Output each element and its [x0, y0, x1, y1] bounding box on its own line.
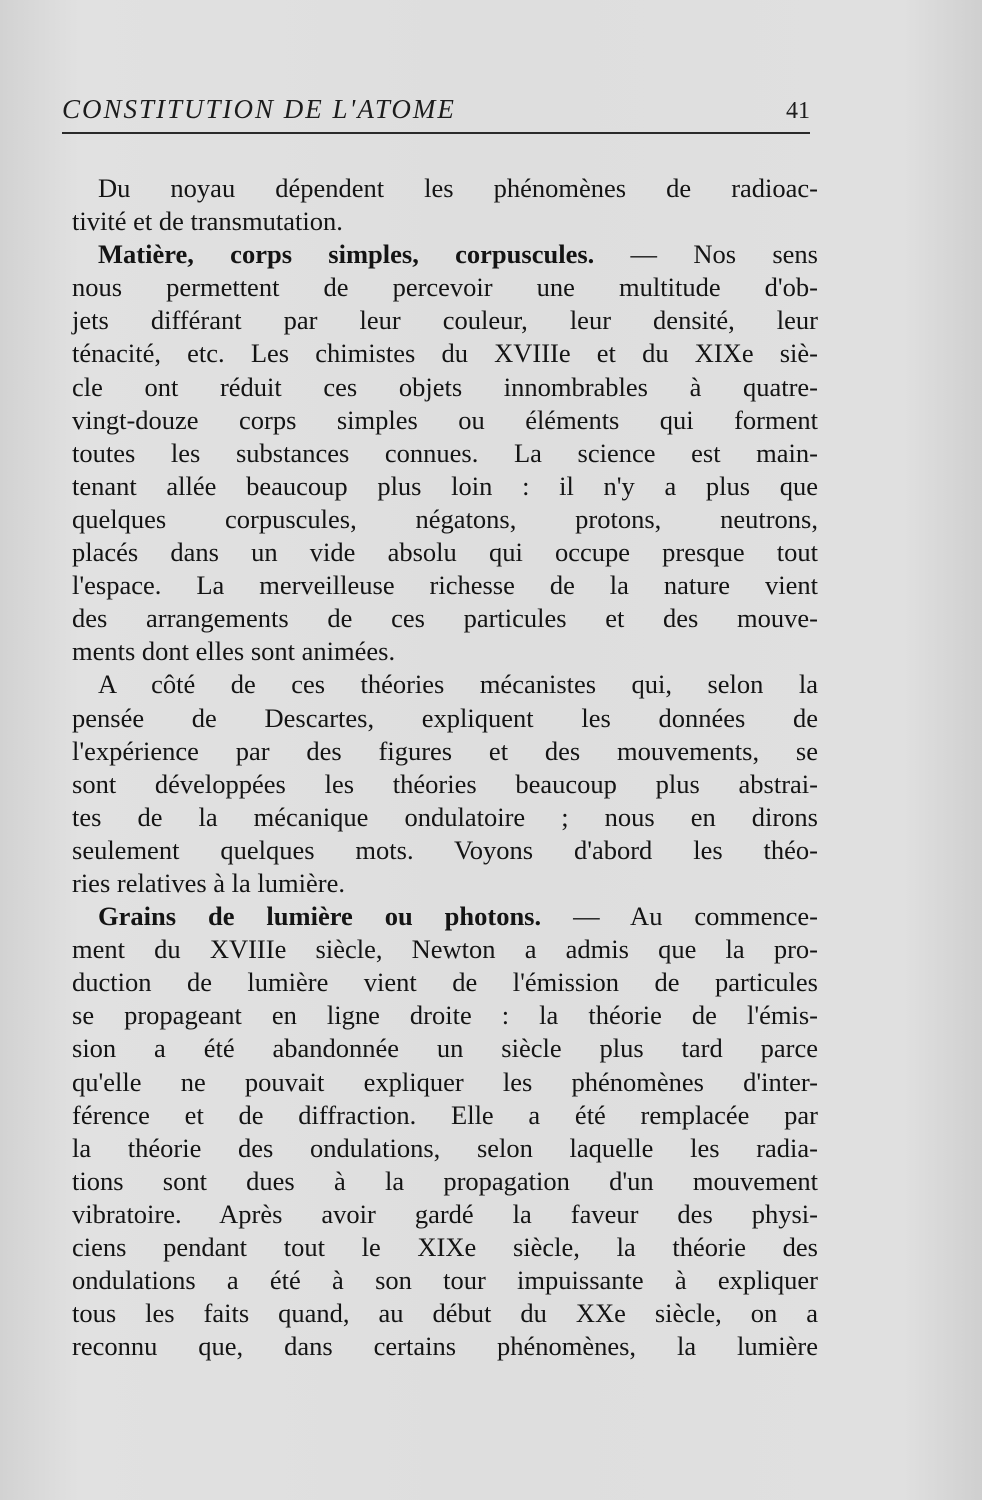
text-line: ments dont elles sont animées. [72, 636, 396, 667]
text-line: sont développées les théories beaucoup plus abstrai- [72, 768, 818, 799]
text-line: ries relatives à la lumière. [72, 867, 345, 898]
text-line: tenant allée beaucoup plus loin : il n'y a plus que [72, 470, 818, 501]
text-fragment: — Au commence- [541, 901, 818, 932]
text-line: ment du XVIIIe siècle, Newton a admis que la pro- [72, 934, 818, 965]
body-text [72, 172, 818, 1363]
text-line: ténacité, etc. Les chimistes du XVIIIe et du XIXe siè- [72, 338, 818, 369]
text-line: vibratoire. Après avoir gardé la faveur des physi- [72, 1198, 818, 1229]
text-fragment: — Nos sens [594, 239, 818, 270]
text-line: reconnu que, dans certains phénomènes, la lumière [72, 1331, 818, 1362]
text-line: tous les faits quand, au début du XXe siècle, on a [72, 1298, 818, 1329]
paragraph-mechanistic-theories [72, 668, 818, 900]
section-heading-matter: Matière, corps simples, corpuscules. [98, 239, 595, 270]
text-line: pensée de Descartes, expliquent les données de [72, 702, 818, 733]
page-number: 41 [786, 98, 810, 124]
paragraph-photons [72, 900, 818, 1363]
text-line: cle ont réduit ces objets innombrables à quatre- [72, 371, 818, 402]
text-line: tions sont dues à la propagation d'un mouvement [72, 1165, 818, 1196]
text-line: ondulations a été à son tour impuissante à expliquer [72, 1265, 818, 1296]
text-line: duction de lumière vient de l'émission de particules [72, 967, 818, 998]
paragraph-radioactivity [72, 172, 818, 238]
text-line [72, 238, 818, 271]
text-line [72, 900, 818, 933]
text-line: quelques corpuscules, négatons, protons, neutrons, [72, 503, 818, 534]
text-line: jets différant par leur couleur, leur densité, leur [72, 305, 818, 336]
text-line: seulement quelques mots. Voyons d'abord les théo- [72, 834, 818, 865]
text-line: tes de la mécanique ondulatoire ; nous en dirons [72, 801, 818, 832]
running-title: CONSTITUTION DE L'ATOME [62, 94, 456, 124]
text-line: l'espace. La merveilleuse richesse de la nature vient [72, 570, 818, 601]
text-line: A côté de ces théories mécanistes qui, selon la [98, 669, 818, 700]
text-line: ciens pendant tout le XIXe siècle, la théorie des [72, 1232, 818, 1262]
text-line: se propageant en ligne droite : la théorie de l'émis- [72, 1000, 818, 1031]
text-line: des arrangements de ces particules et des mouve- [72, 603, 818, 634]
text-line: Du noyau dépendent les phénomènes de radioac- [98, 173, 818, 203]
text-line: vingt-douze corps simples ou éléments qui forment [72, 404, 818, 435]
section-heading-photons: Grains de lumière ou photons. [98, 901, 542, 932]
text-line: tivité et de transmutation. [72, 206, 343, 237]
text-line: placés dans un vide absolu qui occupe presque tout [72, 537, 818, 568]
text-line: sion a été abandonnée un siècle plus tard parce [72, 1033, 818, 1064]
text-line: la théorie des ondulations, selon laquelle les radia- [72, 1132, 818, 1163]
text-line: nous permettent de percevoir une multitude d'ob- [72, 272, 818, 303]
text-line: qu'elle ne pouvait expliquer les phénomènes d'inter- [72, 1066, 818, 1097]
paragraph-matter [72, 238, 818, 668]
page-header [62, 92, 810, 134]
text-line: toutes les substances connues. La science est main- [72, 437, 818, 468]
text-line: férence et de diffraction. Elle a été remplacée par [72, 1099, 818, 1130]
text-line: l'expérience par des figures et des mouvements, se [72, 735, 818, 766]
